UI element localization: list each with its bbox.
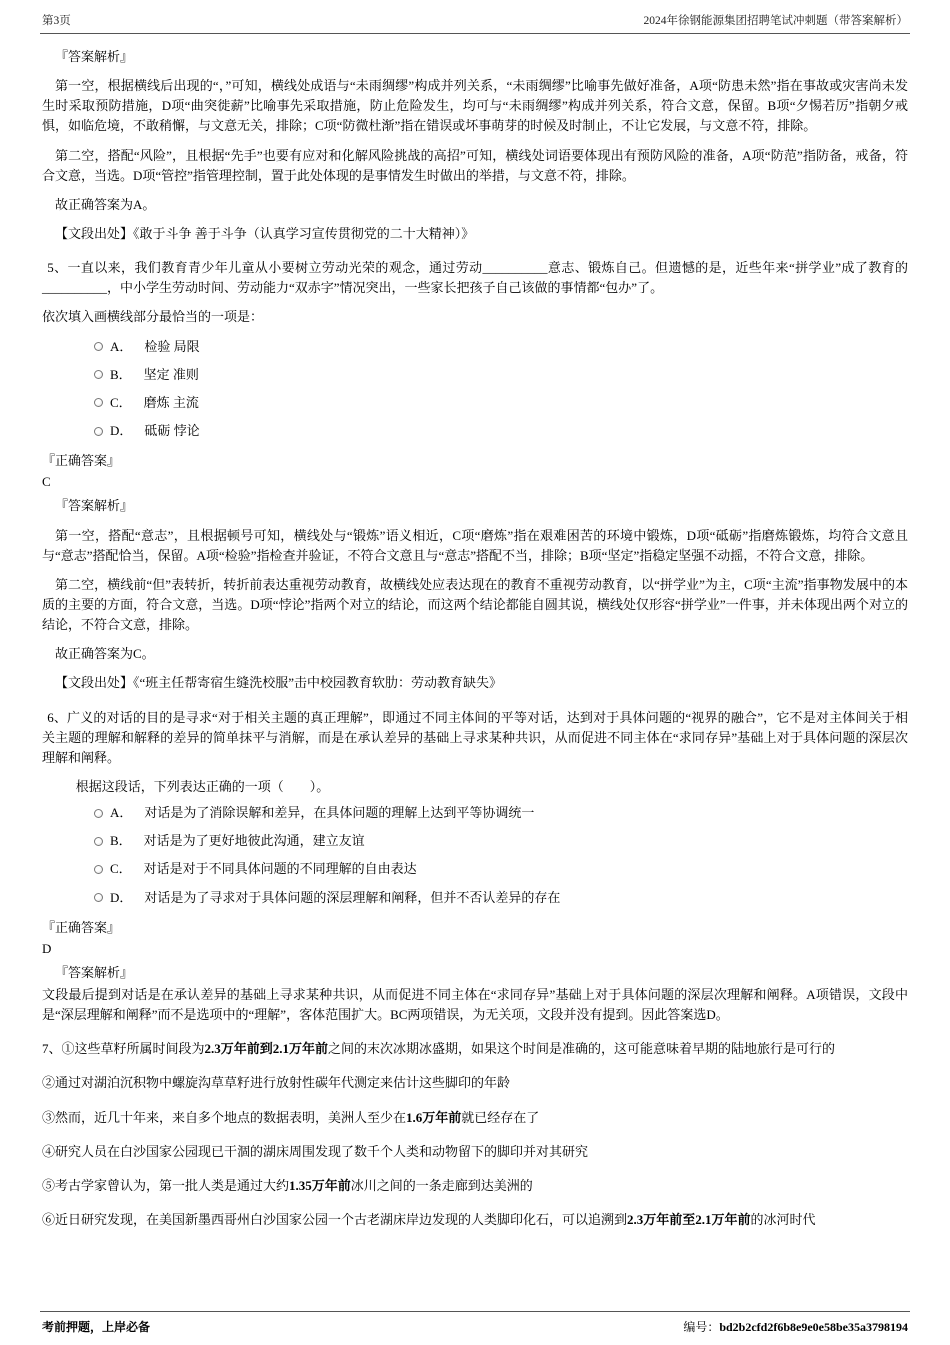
option-letter: C． — [110, 861, 132, 877]
q5-correct-answer: C — [42, 474, 51, 490]
page-footer — [40, 1311, 910, 1335]
radio-button-icon[interactable] — [94, 370, 103, 379]
option-letter: C． — [110, 394, 132, 410]
q5-option-c[interactable] — [94, 393, 908, 413]
footer-slogan: 考前押题，上岸必备 — [42, 1320, 151, 1334]
serial-value: bd2b2cfd2f6b8e9e0e58be35a3798194 — [719, 1320, 908, 1334]
option-letter: B． — [110, 366, 132, 382]
serial-label: 编号： — [683, 1320, 720, 1334]
q5-source: 【文段出处】《“班主任帮寄宿生缝洗校服”击中校园教育软肋：劳动教育缺失》 — [55, 675, 503, 691]
q7-sentence-2: ②通过对湖泊沉积物中螺旋沟草草籽进行放射性碳年代测定来估计这些脚印的年龄 — [42, 1075, 511, 1091]
document-body — [0, 34, 950, 1311]
radio-button-icon[interactable] — [94, 398, 103, 407]
q5-option-b[interactable] — [94, 365, 908, 385]
q5-analysis-paragraph-2: 第二空，横线前“但”表转折，转折前表达重视劳动教育，故横线处应表达现在的教育不重视劳动教育，以“拼学业”为主，C项“主流”指事物发展中的本质的主要的方面，符合文意，当选。D项“悖论”指两个对立的结论，而这两个结论都能自圆其说，横线处仅形容“拼学业”一件事，并未体现出两个对立的结论，不符合文意，排除。 — [42, 576, 908, 633]
q7-sentence-1: 7、①这些草籽所属时间段为2.3万年前到2.1万年前之间的末次冰期冰盛期，如果这个时间是准确的，这可能意味着早期的陆地旅行是可行的 — [42, 1041, 836, 1057]
option-text: 对话是为了寻求对于具体问题的深层理解和阐释，但并不否认差异的存在 — [144, 889, 561, 905]
question-7 — [42, 1039, 908, 1230]
option-letter: A． — [110, 338, 133, 354]
q5-analysis-paragraph-1: 第一空，搭配“意志”，且根据顿号可知，横线处与“锻炼”语义相近，C项“磨炼”指在艰难困苦的环境中锻炼，D项“砥砺”指磨炼锻炼，均符合文意且与“意志”搭配恰当，保留。A项“检验”指检查并验证，不符合文意且与“意志”搭配不当，排除；B项“坚定”指稳定坚强不动摇，不符合文意，排除。 — [42, 527, 908, 563]
q6-answer-label: 『正确答案』 — [42, 919, 121, 935]
q6-option-b[interactable] — [94, 831, 908, 851]
q7-sentence-6: ⑥近日研究发现，在美国新墨西哥州白沙国家公园一个古老湖床岸边发现的人类脚印化石，可以追溯到2.3万年前至2.1万年前的冰河时代 — [42, 1212, 816, 1228]
radio-button-icon[interactable] — [94, 427, 103, 436]
q7-sentence-3: ③然而，近几十年来，来自多个地点的数据表明，美洲人至少在1.6万年前就已经存在了 — [42, 1109, 540, 1125]
footer-serial — [683, 1318, 908, 1335]
q4-conclusion: 故正确答案为A。 — [55, 196, 156, 212]
option-letter: D． — [110, 422, 133, 438]
radio-button-icon[interactable] — [94, 893, 103, 902]
q7-sentence-5: ⑤考古学家曾认为，第一批人类是通过大约1.35万年前冰川之间的一条走廊到达美洲的 — [42, 1177, 533, 1193]
q5-options — [42, 337, 908, 442]
q5-instruction: 依次填入画横线部分最恰当的一项是： — [42, 309, 264, 325]
option-text: 对话是为了消除误解和差异，在具体问题的理解上达到平等协调统一 — [144, 805, 535, 821]
q5-stem: 5、一直以来，我们教育青少年儿童从小要树立劳动光荣的观念，通过劳动__________意志、锻炼自己。但遗憾的是，近些年来“拼学业”成了教育的__________，中小学生劳动时间、劳动能力“双赤字”情况突出，一些家长把孩子自己该做的事情都“包办”了。 — [42, 260, 908, 296]
q5-analysis-label: 『答案解析』 — [55, 498, 134, 514]
option-letter: B． — [110, 833, 132, 849]
q6-stem: 6、广义的对话的目的是寻求“对于相关主题的真正理解”，即通过不同主体间的平等对话，达到对于具体问题的“视界的融合”，它不是对主体间关于相关主题的理解和解释的差异的简单抹平与消解，而是在承认差异的基础上寻求某种共识，从而促进不同主体在“求同存异”基础上对于具体问题的深层次理解和阐释。 — [42, 709, 908, 765]
q4-analysis-label: 『答案解析』 — [55, 49, 134, 64]
q5-option-d[interactable] — [94, 421, 908, 441]
q6-option-c[interactable] — [94, 859, 908, 879]
option-text: 对话是对于不同具体问题的不同理解的自由表达 — [143, 861, 417, 877]
radio-button-icon[interactable] — [94, 865, 103, 874]
page-header — [40, 0, 910, 34]
q5-conclusion: 故正确答案为C。 — [55, 646, 155, 662]
q6-analysis-label: 『答案解析』 — [55, 964, 134, 980]
q7-sentence-4: ④研究人员在白沙国家公园现已干涸的湖床周围发现了数千个人类和动物留下的脚印并对其研究 — [42, 1143, 589, 1159]
option-letter: A． — [110, 805, 133, 821]
q4-analysis-paragraph-1: 第一空，根据横线后出现的“，”可知，横线处成语与“未雨绸缪”构成并列关系，“未雨绸缪”比喻事先做好准备，A项“防患未然”指在事故或灾害尚未发生时采取预防措施，D项“曲突徙薪”比喻事先采取措施，防止危险发生，均可与“未雨绸缪”构成并列关系，符合文意，保留。B项“夕惕若厉”指朝夕戒惧，如临危境，不敢稍懈，与文意无关，排除；C项“防微杜渐”指在错误或坏事萌芽的时候及时制止，不让它发展，与文意不符，排除。 — [42, 78, 908, 134]
option-text: 坚定 准则 — [143, 366, 199, 382]
page-number: 第3页 — [42, 15, 71, 27]
option-text: 磨炼 主流 — [143, 394, 199, 410]
q6-correct-answer: D — [42, 940, 52, 956]
option-letter: D． — [110, 889, 133, 905]
radio-button-icon[interactable] — [94, 837, 103, 846]
q6-option-d[interactable] — [94, 888, 908, 908]
document-title: 2024年徐钢能源集团招聘笔试冲刺题（带答案解析） — [643, 15, 908, 27]
q5-option-a[interactable] — [94, 337, 908, 357]
option-text: 检验 局限 — [144, 338, 200, 354]
option-text: 对话是为了更好地彼此沟通，建立友谊 — [143, 833, 365, 849]
q6-option-a[interactable] — [94, 803, 908, 823]
q5-answer-label: 『正确答案』 — [42, 453, 121, 469]
q6-analysis-paragraph-1: 文段最后提到对话是在承认差异的基础上寻求某种共识，从而促进不同主体在“求同存异”基础上对于具体问题的深层次理解和阐释。A项错误，文段中是“深层理解和阐释”而不是选项中的“理解”，客体范围扩大。BC两项错误，为无关项，文段并没有提到。因此答案选D。 — [42, 987, 908, 1023]
q4-source: 【文段出处】《敢于斗争 善于斗争（认真学习宣传贯彻党的二十大精神）》 — [55, 225, 475, 241]
q6-options — [42, 803, 908, 908]
radio-button-icon[interactable] — [94, 342, 103, 351]
q6-sub-question: 根据这段话，下列表达正确的一项（ ）。 — [75, 778, 330, 794]
q4-analysis-paragraph-2: 第二空，搭配“风险”，且根据“先手”也要有应对和化解风险挑战的高招”可知，横线处词语要体现出有预防风险的准备，A项“防范”指防备，戒备，符合文意，当选。D项“管控”指管理控制，置于此处体现的是事情发生时做出的举措，与文意不符，排除。 — [42, 147, 908, 183]
option-text: 砥砺 悖论 — [144, 422, 200, 438]
radio-button-icon[interactable] — [94, 809, 103, 818]
